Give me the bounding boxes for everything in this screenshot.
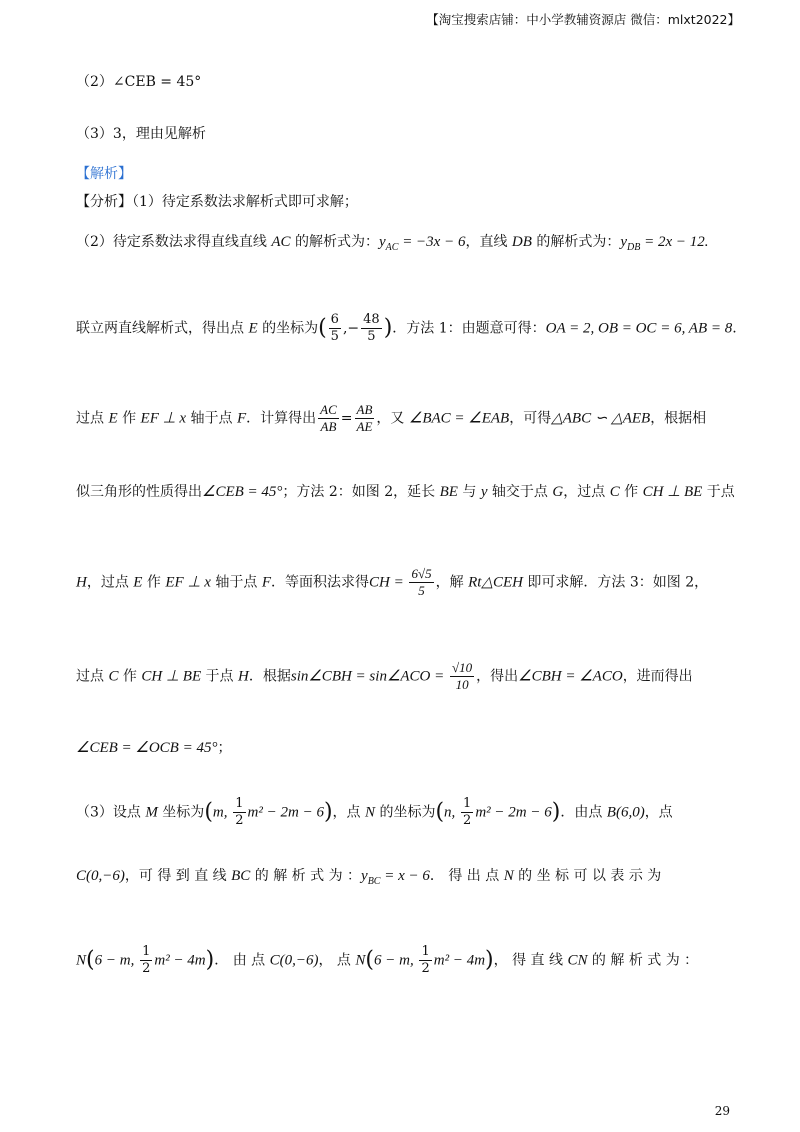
l6l: ，根据相 <box>650 410 707 427</box>
l11h: 的坐标为 <box>375 804 436 821</box>
l6i: ∠BAC = ∠EAB <box>408 410 510 427</box>
l11g: N <box>364 804 375 821</box>
l7b: ∠CEB = 45° <box>202 484 283 500</box>
line-13: N(6 − m, $\frac{1}{2}$ m² − 4m)． 由 点 C(0,−6)， 点 N(6 − m, $\frac{1}{2}$ m² − 4m)， 得 直 线 CN 的 解 析 式 为 ： <box>76 944 699 976</box>
l10b: ； <box>217 740 232 756</box>
l5d: ．方法 1：由题意可得： <box>392 320 546 337</box>
line-5: 联立两直线解析式，得出点 E 的坐标为( $\frac{6}{5}$ ,− $\frac{48}{5}$ )．方法 1：由题意可得：OA = 2, OB = OC = 6, AB = 8. <box>76 312 737 344</box>
l13a: N <box>76 952 87 969</box>
l4g: DB <box>511 234 532 250</box>
l8l: 即可求解．方法 3：如图 2， <box>522 574 709 591</box>
l6h: ，又 <box>376 410 409 427</box>
l6g: ．计算得出 <box>246 410 317 427</box>
l11e: m² − 2m − 6 <box>247 804 324 821</box>
line-7 <box>76 482 736 502</box>
l9e: 于点 <box>201 668 239 685</box>
l6e: 轴于点 <box>186 410 237 427</box>
l8k: Rt△CEH <box>468 574 523 591</box>
l4c: 的解析式为： <box>290 234 379 250</box>
l4f: ，直线 <box>465 234 512 250</box>
line-6: 过点 E 作 EF ⊥ x 轴于点 F．计算得出 $\frac{AC}{AB}$ = $\frac{AB}{AE}$ ，又 ∠BAC = ∠EAB，可得△ABC ∽ △AEB，根据相 <box>76 402 707 434</box>
l9j: ∠CBH = ∠ACO <box>518 668 623 685</box>
page-number: 29 <box>714 1104 730 1118</box>
line-11: （3）设点 M 坐标为(m, $\frac{1}{2}$ m² − 2m − 6)，点 N 的坐标为(n, $\frac{1}{2}$ m² − 2m − 6)．由点 B(6,0)，点 <box>76 796 673 828</box>
l12e: y <box>361 868 368 884</box>
l11f: ，点 <box>332 804 365 821</box>
l12b: ，可 得 到 直 线 <box>124 868 232 884</box>
answer-line-2 <box>76 72 736 92</box>
jiexi-tag: 【解析】 <box>76 166 132 182</box>
l6j: ，可得 <box>509 410 552 427</box>
fenxi-label: 【分析】 <box>76 194 132 210</box>
fraction-48-5: $\frac{48}{5}$ <box>363 312 380 344</box>
l12c: BC <box>231 868 251 884</box>
l4h: 的解析式为： <box>531 234 621 250</box>
l7e: 与 <box>457 484 481 500</box>
l7j: C <box>609 484 620 500</box>
l8h: ．等面积法求得 <box>271 574 370 591</box>
page-header: 【淘宝搜索店铺：中小学教辅资源店 微信：mlxt2022】 <box>426 12 740 27</box>
fraction-sqrt10-10: $\frac{√10}{10}$ <box>452 660 473 692</box>
l8g: F <box>261 574 272 591</box>
l13h: 6 − m, <box>374 952 418 969</box>
l12d: 的 解 析 式 为 ： <box>250 868 362 884</box>
l8i: CH = <box>369 574 408 591</box>
line-4 <box>76 232 736 258</box>
l9a: 过点 <box>76 668 109 685</box>
line-12 <box>76 866 736 892</box>
l13c: m² − 4m <box>154 952 206 969</box>
l13e: C(0,−6) <box>269 952 319 969</box>
fraction-1-2-b: $\frac{1}{2}$ <box>463 796 472 828</box>
answer-2-text: （2）∠CEB = 45° <box>76 74 202 90</box>
l7c: ；方法 2：如图 2，延长 <box>282 484 440 500</box>
l9i: ，得出 <box>476 668 519 685</box>
l9c: 作 <box>118 668 142 685</box>
l4i-sub: DB <box>627 241 641 253</box>
l4d-sub: AC <box>385 241 399 253</box>
l13l: 的 解 析 式 为 ： <box>587 952 699 969</box>
l4e: = −3x − 6 <box>398 234 466 250</box>
fraction-1-2-a: $\frac{1}{2}$ <box>235 796 244 828</box>
fraction-1-2-c: $\frac{1}{2}$ <box>142 944 151 976</box>
l13j: ， 得 直 线 <box>493 952 568 969</box>
l13g: N <box>355 952 366 969</box>
l4j: = 2x − 12. <box>640 234 709 250</box>
l11k: ．由点 <box>560 804 607 821</box>
l6f: F <box>237 410 247 427</box>
l7h: G <box>552 484 564 500</box>
l11c: 坐标为 <box>157 804 205 821</box>
l5b: E <box>248 320 258 337</box>
line-10 <box>76 738 736 758</box>
l4d: y <box>378 234 386 250</box>
l12h: N <box>503 868 514 884</box>
l8d: 作 <box>142 574 166 591</box>
l11l: B(6,0) <box>606 804 645 821</box>
l7l: CH ⊥ BE <box>642 484 703 500</box>
l9f: H <box>238 668 249 685</box>
l4b: AC <box>271 234 291 250</box>
fraction-ab-ae: $\frac{AB}{AE}$ <box>356 402 373 434</box>
l5e: OA = 2, OB = OC = 6, AB = 8 <box>545 320 733 337</box>
l7f: y <box>480 484 488 500</box>
l12i: 的 坐 标 可 以 表 示 为 <box>513 868 662 884</box>
l6b: E <box>108 410 118 427</box>
l4a: （2）待定系数法求得直线直线 <box>76 234 272 250</box>
l10: ∠CEB = ∠OCB = 45° <box>76 740 218 756</box>
l13d: ． 由 点 <box>214 952 270 969</box>
l13b: 6 − m, <box>94 952 139 969</box>
l11d: m, <box>212 804 232 821</box>
l4i: y <box>620 234 628 250</box>
l8c: E <box>133 574 143 591</box>
fraction-6sqrt5-5: $\frac{6√5}{5}$ <box>411 566 432 598</box>
fenxi-text: （1）待定系数法求解析式即可求解； <box>132 194 358 210</box>
l12g: ． 得 出 点 <box>429 868 504 884</box>
fraction-ac-ab: $\frac{AC}{AB}$ <box>320 402 337 434</box>
line-8 <box>76 566 736 599</box>
l8e: EF ⊥ x <box>165 574 211 591</box>
l9g: ．根据 <box>248 668 291 685</box>
answer-3-text: （3）3，理由见解析 <box>76 126 206 142</box>
l13i: m² − 4m <box>433 952 486 969</box>
l11a: （3）设点 <box>76 804 146 821</box>
l12e-sub: BC <box>367 875 381 887</box>
l11i: n, <box>444 804 460 821</box>
l5a: 联立两直线解析式，得出点 <box>76 320 249 337</box>
l8j: ，解 <box>435 574 469 591</box>
l9k: ，进而得出 <box>622 668 693 685</box>
l7i: ，过点 <box>563 484 610 500</box>
l5c: 的坐标为 <box>257 320 319 337</box>
l7g: 轴交于点 <box>487 484 553 500</box>
l6a: 过点 <box>76 410 109 427</box>
l7m: 于点 <box>702 484 735 500</box>
l13f: ， 点 <box>318 952 356 969</box>
l12f: = x − 6 <box>380 868 430 884</box>
l8a: H <box>76 574 87 591</box>
line-9 <box>76 660 736 693</box>
l11m: ，点 <box>644 804 673 821</box>
l5f: . <box>732 320 737 337</box>
l6d: EF ⊥ x <box>140 410 187 427</box>
l7d: BE <box>439 484 458 500</box>
l8b: ，过点 <box>86 574 134 591</box>
l11b: M <box>145 804 158 821</box>
l11j: m² − 2m − 6 <box>475 804 552 821</box>
fraction-6-5: $\frac{6}{5}$ <box>330 312 339 344</box>
analysis-heading <box>76 164 736 184</box>
l6k: △ABC ∽ △AEB <box>551 410 651 427</box>
l9b: C <box>108 668 119 685</box>
l7a: 似三角形的性质得出 <box>76 484 202 500</box>
l9d: CH ⊥ BE <box>141 668 202 685</box>
l13k: CN <box>567 952 588 969</box>
answer-line-3 <box>76 124 736 144</box>
l8f: 轴于点 <box>210 574 262 591</box>
l7k: 作 <box>619 484 643 500</box>
fraction-1-2-d: $\frac{1}{2}$ <box>421 944 430 976</box>
l9h: sin∠CBH = sin∠ACO = <box>290 668 449 685</box>
fenxi-line <box>76 192 736 212</box>
l12a: C(0,−6) <box>76 868 125 884</box>
l6c: 作 <box>117 410 141 427</box>
